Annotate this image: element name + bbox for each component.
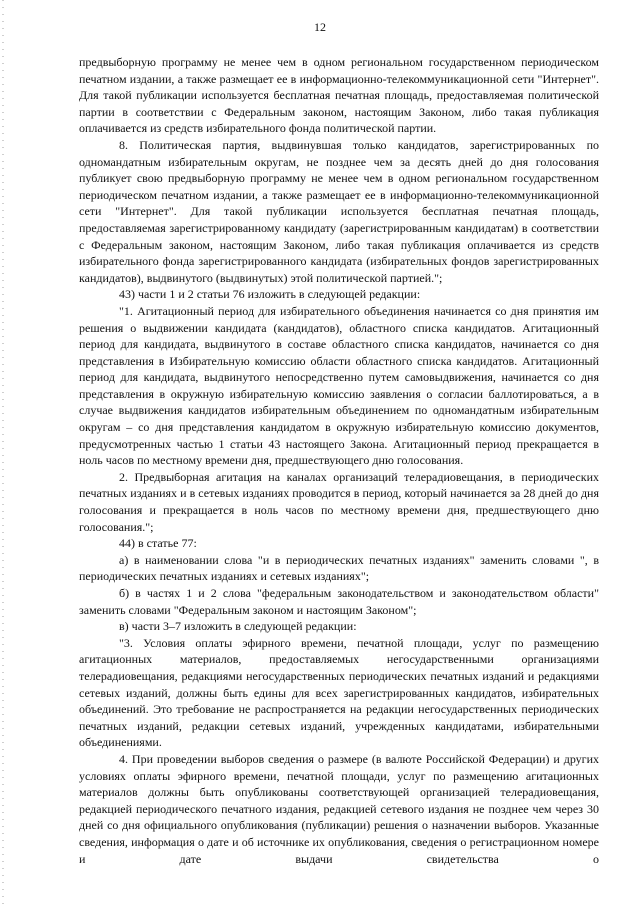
paragraph-subitem-v: в) части 3–7 изложить в следующей редакции:	[119, 619, 357, 634]
paragraph-subitem-a: а) в наименовании слова "и в периодических печатных изданиях" заменить словами ", в периодических печатных изданиях и сетевых изданиях";	[79, 552, 599, 584]
paragraph-article-76-part-2: 2. Предвыборная агитация на каналах организаций телерадиовещания, в периодических печатных изданиях и в сетевых изданиях проводится в период, который начинается за 28 дней до дня голосования и прекращается в ноль часов по местному времени дня, предшествующего дню голосования.";	[79, 469, 599, 534]
paragraph-continuation: предвыборную программу не менее чем в одном региональном государственном периодическом печатном издании, а также размещает ее в информационно-телекоммуникационной сети "Интернет". Для такой публикации используется бесплатная печатная площадь, предоставляемая политической партии в соответствии с Федеральным законом, настоящим Законом, либо такая публикация оплачивается из средств избирательного фонда политической партии.	[79, 55, 599, 136]
paragraph-article-77-part-4: 4. При проведении выборов сведения о размере (в валюте Российской Федерации) и других условиях оплаты эфирного времени, печатной площади, услуг по размещению агитационных материалов должны быть опубликованы соответствующей организацией телерадиовещания, редакцией периодического печатного издания, редакцией сетевого издания не позднее чем через 30 дней со дня официального опубликования (публикации) решения о назначении выборов. Указанные сведения, информация о дате и об источнике их опубликования, сведения о регистрационном номере и дате выдачи свидетельства о	[79, 751, 599, 866]
paragraph-amendment-44: 44) в статье 77:	[119, 536, 197, 551]
scan-margin-marks	[2, 0, 4, 905]
paragraph-article-76-part-1: "1. Агитационный период для избирательного объединения начинается со дня принятия им решения о выдвижении кандидата (кандидатов), областного списка кандидатов. Агитационный период для кандидата, выдвинутого в составе областного списка кандидатов, начинается со дня представления в Избирательную комиссию области областного списка кандидатов. Агитационный период для кандидата, выдвинутого непосредственно путем самовыдвижения, начинается со дня представления в окружную избирательную комиссию заявления о согласии баллотироваться, а в случае выдвижения кандидатов избирательным объединением по одномандатным избирательным округам – со дня представления кандидатом в окружную избирательную комиссию документов, предусмотренных частью 1 статьи 43 настоящего Закона. Агитационный период прекращается в ноль часов по местному времени дня, предшествующего дню голосования.	[79, 303, 599, 468]
paragraph-article-77-part-3: "3. Условия оплаты эфирного времени, печатной площади, услуг по размещению агитационных материалов, предоставляемых негосударственными организациями телерадиовещания, редакциями негосударственных периодических печатных изданий и редакциями сетевых изданий, должны быть едины для всех зарегистрированных кандидатов, избирательных объединений. Это требование не распространяется на редакции негосударственных периодических печатных изданий, редакции сетевых изданий, учрежденных кандидатами, избирательными объединениями.	[79, 635, 599, 750]
page-number: 12	[314, 20, 326, 34]
paragraph-item-8: 8. Политическая партия, выдвинувшая только кандидатов, зарегистрированных по одномандатным избирательным округам, не позднее чем за десять дней до дня голосования публикует свою предвыборную программу не менее чем в одном региональном государственном периодическом печатном издании, а также размещает ее в информационно-телекоммуникационной сети "Интернет". Для такой публикации используется бесплатная печатная площадь, предоставляемая зарегистрированному кандидату (зарегистрированным кандидатам) в соответствии с Федеральным законом, настоящим Законом, либо такая публикация оплачивается из средств избирательного фонда зарегистрированного кандидата (избирательных фондов зарегистрированных кандидатов), выдвинутого (выдвинутых) этой политической партией.";	[79, 137, 599, 285]
paragraph-amendment-43: 43) части 1 и 2 статьи 76 изложить в следующей редакции:	[119, 287, 421, 302]
document-body	[79, 54, 599, 867]
paragraph-subitem-b: б) в частях 1 и 2 слова "федеральным законодательством и законодательством области" заменить словами "Федеральным законом и настоящим Законом";	[79, 586, 599, 617]
